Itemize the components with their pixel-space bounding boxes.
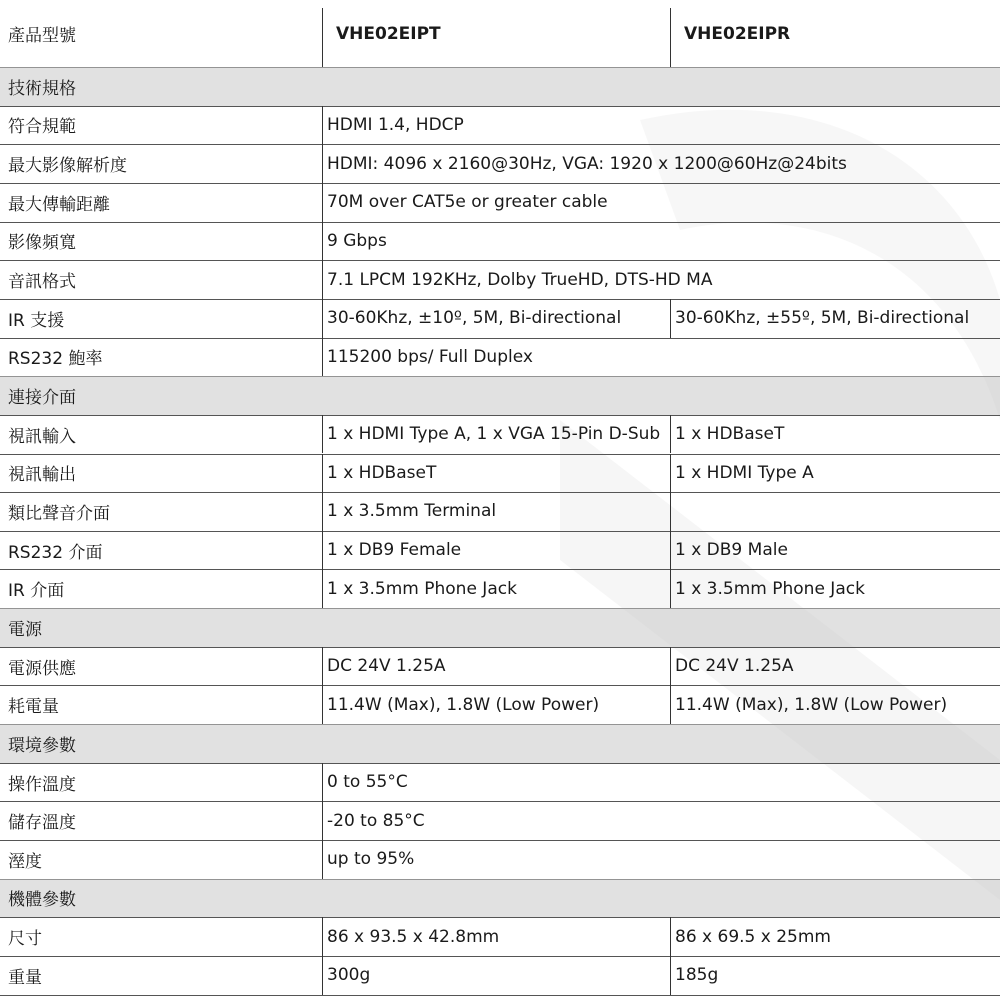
column-divider (322, 454, 323, 493)
product-model-label: 產品型號 (8, 26, 76, 46)
spec-label: 溼度 (8, 851, 42, 872)
model-column-header: VHE02EIPT (336, 23, 441, 44)
spec-value: 9 Gbps (327, 230, 387, 251)
spec-value: 7.1 LPCM 192KHz, Dolby TrueHD, DTS-HD MA (327, 269, 713, 290)
spec-label: 重量 (8, 967, 42, 988)
spec-value: HDMI 1.4, HDCP (327, 114, 464, 135)
spec-label: 符合規範 (8, 117, 76, 138)
column-divider (322, 144, 323, 183)
column-divider (322, 299, 323, 338)
column-divider (322, 647, 323, 686)
column-divider (322, 840, 323, 879)
spec-value-receiver: 86 x 69.5 x 25mm (675, 926, 831, 947)
spec-value: 115200 bps/ Full Duplex (327, 346, 533, 367)
column-divider (322, 492, 323, 531)
section-header-row (0, 376, 1000, 415)
column-divider (670, 569, 671, 608)
column-divider (322, 260, 323, 299)
spec-label: 類比聲音介面 (8, 503, 110, 524)
spec-label: 音訊格式 (8, 272, 76, 293)
spec-row (0, 647, 1000, 686)
spec-value-transmitter: 1 x 3.5mm Terminal (327, 501, 497, 522)
spec-value-transmitter: 86 x 93.5 x 42.8mm (327, 926, 500, 947)
column-divider (322, 956, 323, 995)
spec-row (0, 685, 1000, 724)
spec-label: 影像頻寬 (8, 233, 76, 254)
column-divider (322, 531, 323, 570)
spec-value-receiver: DC 24V 1.25A (675, 656, 794, 677)
spec-label: 最大影像解析度 (8, 156, 127, 177)
spec-label: 視訊輸入 (8, 426, 76, 447)
spec-row (0, 260, 1000, 299)
spec-row (0, 492, 1000, 531)
spec-row (0, 299, 1000, 338)
spec-row (0, 531, 1000, 570)
spec-row (0, 222, 1000, 261)
spec-value: 0 to 55°C (327, 772, 408, 792)
column-divider (322, 106, 323, 145)
spec-value-transmitter: 1 x 3.5mm Phone Jack (327, 578, 517, 599)
column-divider (322, 183, 323, 222)
section-title: 機體參數 (8, 890, 76, 911)
column-divider (670, 531, 671, 570)
column-divider (670, 685, 671, 724)
spec-row (0, 801, 1000, 840)
section-header-row (0, 724, 1000, 763)
column-divider (322, 763, 323, 802)
spec-row (0, 569, 1000, 608)
column-divider (322, 222, 323, 261)
section-header-row (0, 608, 1000, 647)
spec-value: HDMI: 4096 x 2160@30Hz, VGA: 1920 x 1200@60Hz@24bits (327, 153, 847, 174)
column-divider (670, 647, 671, 686)
spec-value-receiver: 1 x DB9 Male (675, 540, 788, 561)
column-divider (670, 415, 671, 454)
header-row (0, 0, 1000, 67)
spec-label: IR 介面 (8, 581, 65, 602)
spec-row (0, 840, 1000, 879)
section-header-row (0, 879, 1000, 918)
column-divider (670, 299, 671, 338)
column-divider (670, 917, 671, 956)
section-title: 技術規格 (8, 78, 76, 99)
spec-value-receiver: 1 x 3.5mm Phone Jack (675, 578, 865, 599)
column-divider (322, 415, 323, 454)
column-divider (322, 801, 323, 840)
spec-label: 尺寸 (8, 929, 42, 950)
column-divider (322, 685, 323, 724)
spec-value-transmitter: 300g (327, 965, 371, 986)
spec-value-transmitter: 11.4W (Max), 1.8W (Low Power) (327, 694, 600, 715)
spec-label: 視訊輸出 (8, 465, 76, 486)
spec-row (0, 106, 1000, 145)
spec-label: 操作溫度 (8, 774, 76, 795)
column-divider (322, 917, 323, 956)
spec-row (0, 338, 1000, 377)
spec-label: 耗電量 (8, 697, 59, 718)
column-divider (670, 454, 671, 493)
spec-value-transmitter: 1 x HDBaseT (327, 462, 437, 483)
spec-value-transmitter: 1 x DB9 Female (327, 540, 462, 561)
spec-value-transmitter: 1 x HDMI Type A, 1 x VGA 15-Pin D-Sub (327, 424, 661, 445)
spec-row (0, 763, 1000, 802)
section-header-row (0, 67, 1000, 106)
section-title: 環境參數 (8, 735, 76, 756)
spec-label: 最大傳輸距離 (8, 194, 110, 215)
spec-row (0, 454, 1000, 493)
spec-value-receiver: 185g (675, 965, 719, 986)
spec-row (0, 144, 1000, 183)
spec-label: RS232 鮑率 (8, 349, 103, 370)
section-title: 連接介面 (8, 388, 76, 408)
spec-value-transmitter: 30-60Khz, ±10º, 5M, Bi-directional (327, 308, 622, 329)
column-divider (322, 569, 323, 608)
spec-value-receiver: 30-60Khz, ±55º, 5M, Bi-directional (675, 308, 970, 329)
spec-value: 70M over CAT5e or greater cable (327, 192, 608, 213)
spec-value-receiver: 1 x HDMI Type A (675, 462, 814, 483)
column-divider (670, 8, 671, 67)
section-title: 電源 (8, 619, 42, 640)
spec-value: up to 95% (327, 849, 415, 870)
spec-label: 儲存溫度 (8, 813, 76, 834)
spec-value-transmitter: DC 24V 1.25A (327, 656, 446, 677)
model-column-header: VHE02EIPR (684, 23, 791, 44)
spec-label: RS232 介面 (8, 542, 103, 563)
spec-row (0, 183, 1000, 222)
column-divider (322, 338, 323, 377)
spec-row (0, 917, 1000, 956)
spec-value-receiver: 1 x HDBaseT (675, 424, 785, 445)
spec-value: -20 to 85°C (327, 810, 425, 831)
spec-row (0, 415, 1000, 454)
row-divider (0, 995, 1000, 996)
spec-row (0, 956, 1000, 995)
spec-label: IR 支援 (8, 310, 65, 331)
column-divider (670, 492, 671, 531)
spec-label: 電源供應 (8, 658, 76, 679)
column-divider (670, 956, 671, 995)
column-divider (322, 8, 323, 67)
spec-value-receiver (670, 492, 1000, 531)
spec-value-receiver: 11.4W (Max), 1.8W (Low Power) (675, 694, 948, 715)
